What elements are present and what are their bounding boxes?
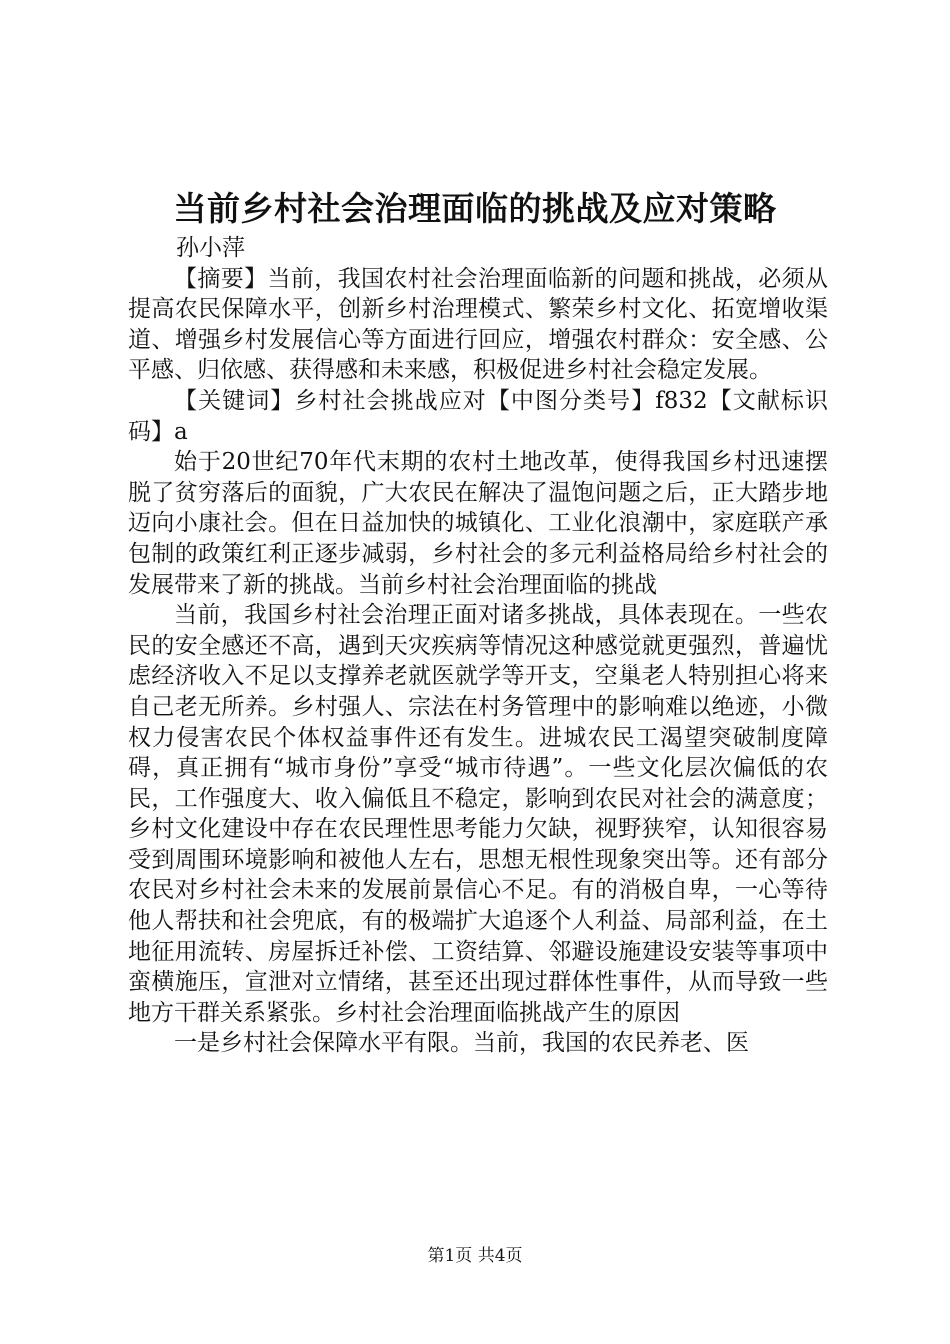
document-title: 当前乡村社会治理面临的挑战及应对策略 [173, 189, 777, 228]
author-name: 孙小萍 [176, 235, 245, 261]
body-paragraph-1: 始于20世纪70年代末期的农村土地改革，使得我国乡村迅速摆脱了贫穷落后的面貌，广大农民在解决了温饱问题之后，正大踏步地迈向小康社会。但在日益加快的城镇化、工业化浪潮中，家庭联产承包制的政策红利正逐步减弱，乡村社会的多元利益格局给乡村社会的发展带来了新的挑战。当前乡村社会治理面临的挑战 [128, 449, 828, 598]
keywords-paragraph: 【关键词】乡村社会挑战应对【中图分类号】f832【文献标识码】a [128, 387, 828, 445]
page-footer: 第1页 共4页 [427, 1246, 523, 1266]
body-paragraph-2: 当前，我国乡村社会治理正面对诸多挑战，具体表现在。一些农民的安全感还不高，遇到天灾疾病等情况这种感觉就更强烈，普遍忧虑经济收入不足以支撑养老就医就学等开支，空巢老人特别担心将来自己老无所养。乡村强人、宗法在村务管理中的影响难以绝迹，小微权力侵害农民个体权益事件还有发生。进城农民工渴望突破制度障碍，真正拥有“城市身份”享受“城市待遇”。一些文化层次偏低的农民，工作强度大、收入偏低且不稳定，影响到农民对社会的满意度；乡村文化建设中存在农民理性思考能力欠缺，视野狭窄，认知很容易受到周围环境影响和被他人左右，思想无根性现象突出等。还有部分农民对乡村社会未来的发展前景信心不足。有的消极自卑，一心等待他人帮扶和社会兜底，有的极端扩大追逐个人利益、局部利益，在土地征用流转、房屋拆迁补偿、工资结算、邻避设施建设安装等事项中蛮横施压，宣泄对立情绪，甚至还出现过群体性事件，从而导致一些地方干群关系紧张。乡村社会治理面临挑战产生的原因 [128, 602, 828, 1026]
body-paragraph-3: 一是乡村社会保障水平有限。当前，我国的农民养老、医 [174, 1030, 749, 1057]
abstract-paragraph: 【摘要】当前，我国农村社会治理面临新的问题和挑战，必须从提高农民保障水平，创新乡村治理模式、繁荣乡村文化、拓宽增收渠道、增强乡村发展信心等方面进行回应，增强农村群众：安全感、公平感、归依感、获得感和未来感，积极促进乡村社会稳定发展。 [128, 265, 828, 384]
document-body [128, 233, 828, 1059]
